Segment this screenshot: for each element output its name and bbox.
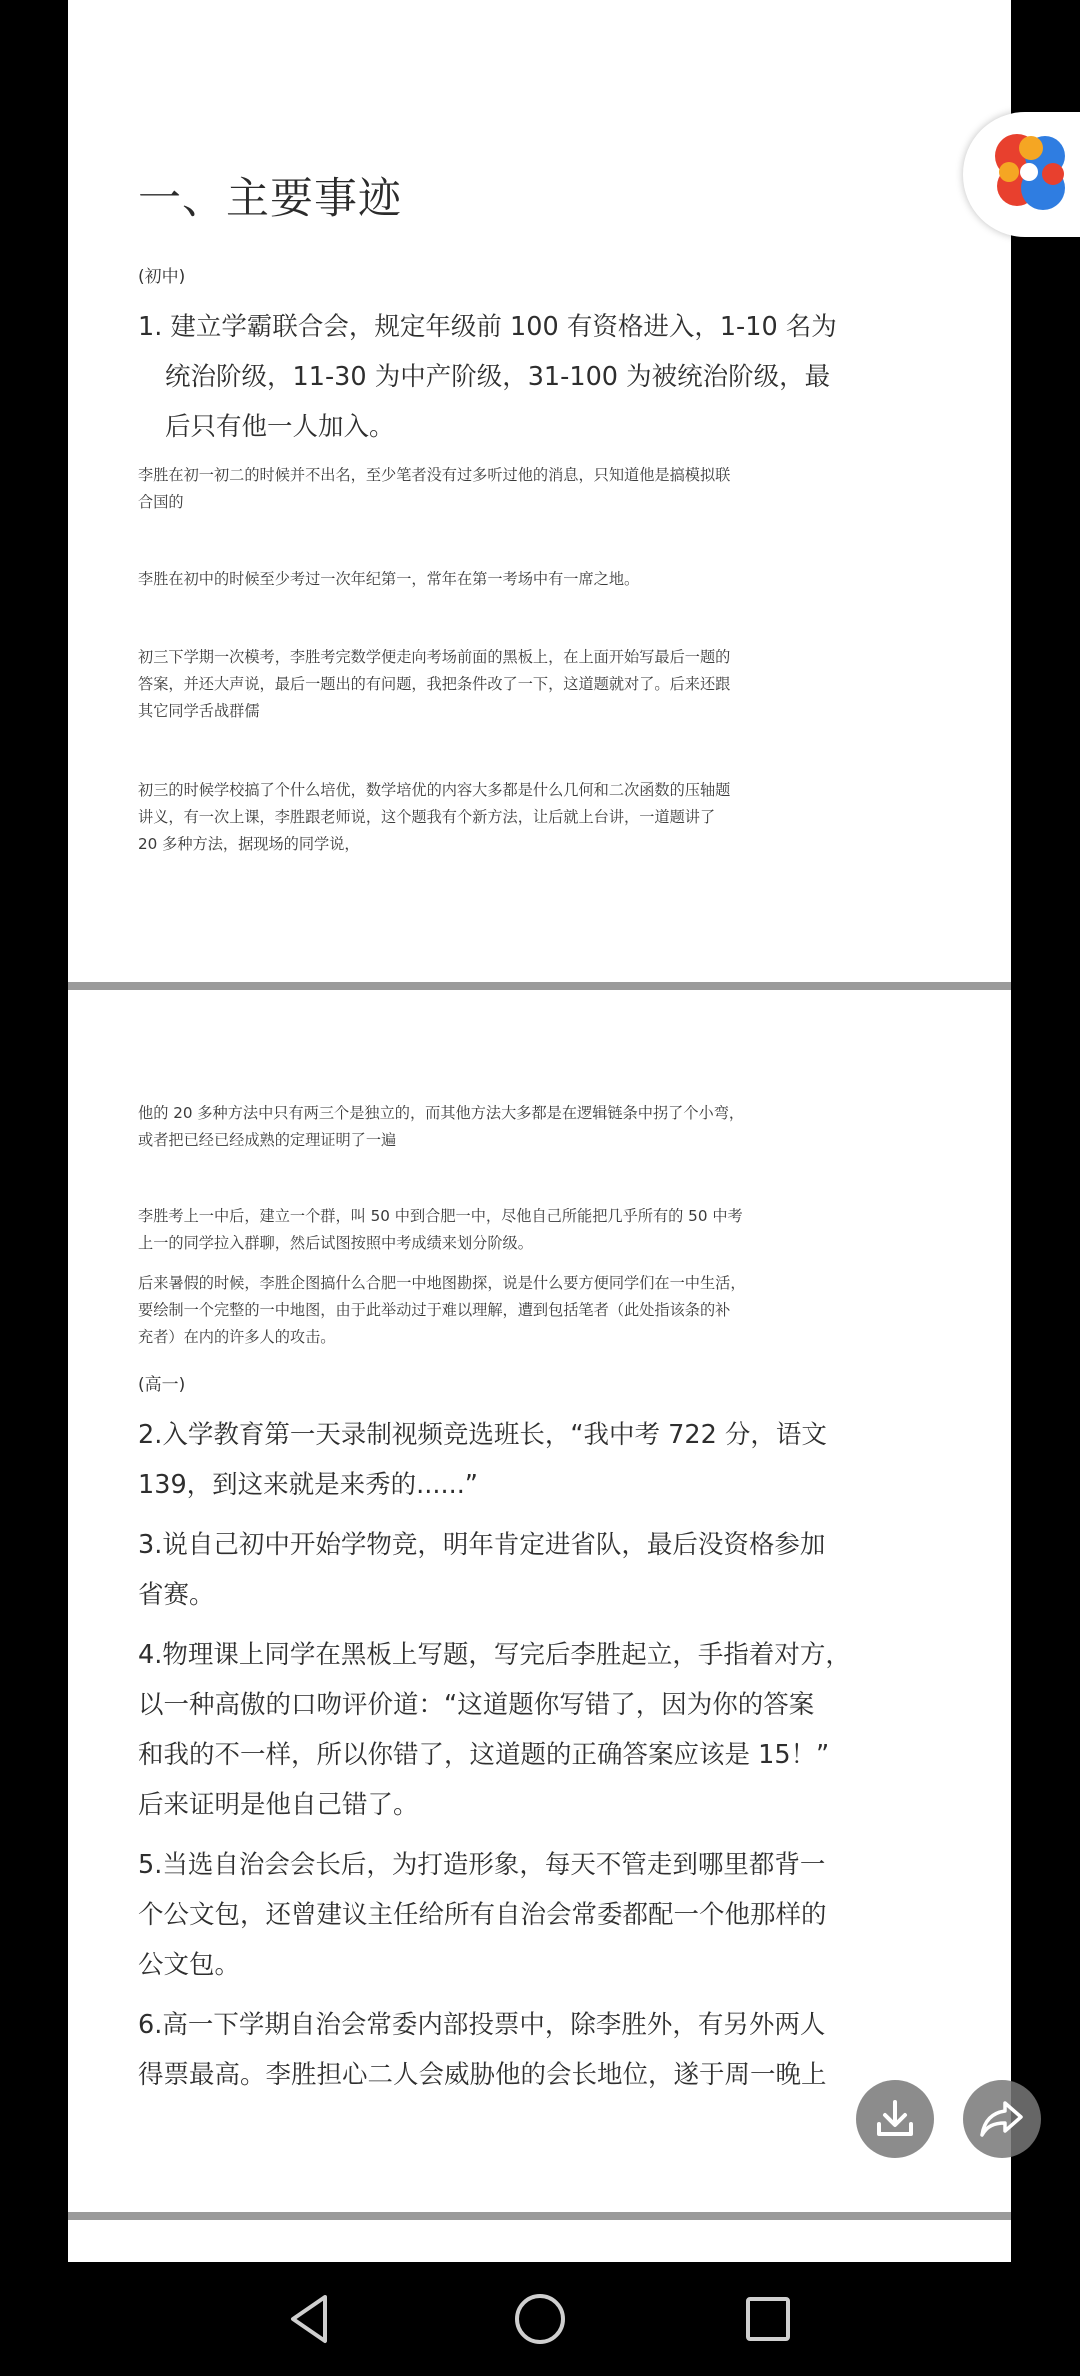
document-page-3	[68, 2220, 1011, 2262]
section-label-junior: (初中)	[138, 267, 186, 287]
paragraph-3-line-1: 初三下学期一次模考，李胜考完数学便走向考场前面的黑板上，在上面开始写最后一题的	[138, 648, 731, 666]
download-icon	[872, 2096, 918, 2142]
item-6-line-1: 6.高一下学期自治会常委内部投票中，除李胜外，有另外两人	[138, 2010, 826, 2040]
item-6-line-2: 得票最高。李胜担心二人会威胁他的会长地位，遂于周一晚上	[138, 2060, 827, 2090]
system-navigation-bar	[0, 2262, 1080, 2376]
paragraph-4-line-2: 讲义，有一次上课，李胜跟老师说，这个题我有个新方法，让后就上台讲，一道题讲了	[138, 808, 716, 826]
floating-app-button[interactable]	[963, 112, 1080, 237]
paragraph-4-line-3: 20 多种方法，据现场的同学说，	[138, 835, 360, 853]
page-divider	[68, 2212, 1011, 2220]
item-2-line-2: 139，到这来就是来秀的......”	[138, 1470, 479, 1500]
paragraph-5-line-1: 他的 20 多种方法中只有两三个是独立的，而其他方法大多都是在逻辑链条中拐了个小弯，	[138, 1104, 745, 1122]
paragraph-1-line-1: 李胜在初一初二的时候并不出名，至少笔者没有过多听过他的消息，只知道他是搞模拟联	[138, 466, 731, 484]
paragraph-7-line-2: 要绘制一个完整的一中地图，由于此举动过于难以理解，遭到包括笔者（此处指该条的补	[138, 1301, 731, 1319]
paragraph-5-line-2: 或者把已经已经成熟的定理证明了一遍	[138, 1131, 397, 1149]
paragraph-6-line-2: 上一的同学拉入群聊，然后试图按照中考成绩来划分阶级。	[138, 1234, 533, 1252]
paragraph-4-line-1: 初三的时候学校搞了个什么培优，数学培优的内容大多都是什么几何和二次函数的压轴题	[138, 781, 731, 799]
item-4-line-4: 后来证明是他自己错了。	[138, 1790, 419, 1820]
paragraph-6-line-1: 李胜考上一中后，建立一个群，叫 50 中到合肥一中，尽他自己所能把几乎所有的 50 中考	[138, 1207, 743, 1225]
section-heading: 一、主要事迹	[138, 174, 402, 224]
paragraph-7-line-3: 充者）在内的许多人的攻击。	[138, 1328, 336, 1346]
paragraph-1-line-2: 合国的	[138, 493, 184, 511]
paragraph-3-line-3: 其它同学舌战群儒	[138, 702, 260, 720]
item-1-line-3: 后只有他一人加入。	[165, 412, 395, 442]
back-triangle-icon	[285, 2291, 335, 2347]
item-4-line-3: 和我的不一样，所以你错了，这道题的正确答案应该是 15！”	[138, 1740, 830, 1770]
back-button[interactable]	[275, 2284, 345, 2354]
recent-apps-button[interactable]	[733, 2284, 803, 2354]
home-button[interactable]	[505, 2284, 575, 2354]
item-1-line-2: 统治阶级，11-30 为中产阶级，31-100 为被统治阶级，最	[165, 362, 831, 392]
share-icon	[978, 2095, 1026, 2143]
item-2-line-1: 2.入学教育第一天录制视频竞选班长，“我中考 722 分，语文	[138, 1420, 827, 1450]
item-4-line-2: 以一种高傲的口吻评价道：“这道题你写错了，因为你的答案	[138, 1690, 815, 1720]
share-button[interactable]	[963, 2080, 1041, 2158]
item-5-line-1: 5.当选自治会会长后，为打造形象，每天不管走到哪里都背一	[138, 1850, 826, 1880]
paragraph-2-line-1: 李胜在初中的时候至少考过一次年纪第一，常年在第一考场中有一席之地。	[138, 570, 640, 588]
item-1-line-1: 1. 建立学霸联合会，规定年级前 100 有资格进入，1-10 名为	[138, 312, 837, 342]
item-3-line-2: 省赛。	[138, 1580, 215, 1610]
recent-square-icon	[743, 2294, 793, 2344]
item-4-line-1: 4.物理课上同学在黑板上写题，写完后李胜起立，手指着对方，	[138, 1640, 851, 1670]
paragraph-7-line-1: 后来暑假的时候，李胜企图搞什么合肥一中地图勘探，说是什么要方便同学们在一中生活，	[138, 1274, 746, 1292]
section-label-senior: (高一)	[138, 1375, 186, 1395]
paragraph-3-line-2: 答案，并还大声说，最后一题出的有问题，我把条件改了一下，这道题就对了。后来还跟	[138, 675, 731, 693]
page-divider	[68, 982, 1011, 990]
home-circle-icon	[512, 2291, 568, 2347]
item-5-line-2: 个公文包，还曾建议主任给所有自治会常委都配一个他那样的	[138, 1900, 827, 1930]
item-3-line-1: 3.说自己初中开始学物竞，明年肯定进省队，最后没资格参加	[138, 1530, 826, 1560]
pinwheel-logo-icon	[979, 122, 1079, 222]
item-5-line-3: 公文包。	[138, 1950, 241, 1980]
download-button[interactable]	[856, 2080, 934, 2158]
